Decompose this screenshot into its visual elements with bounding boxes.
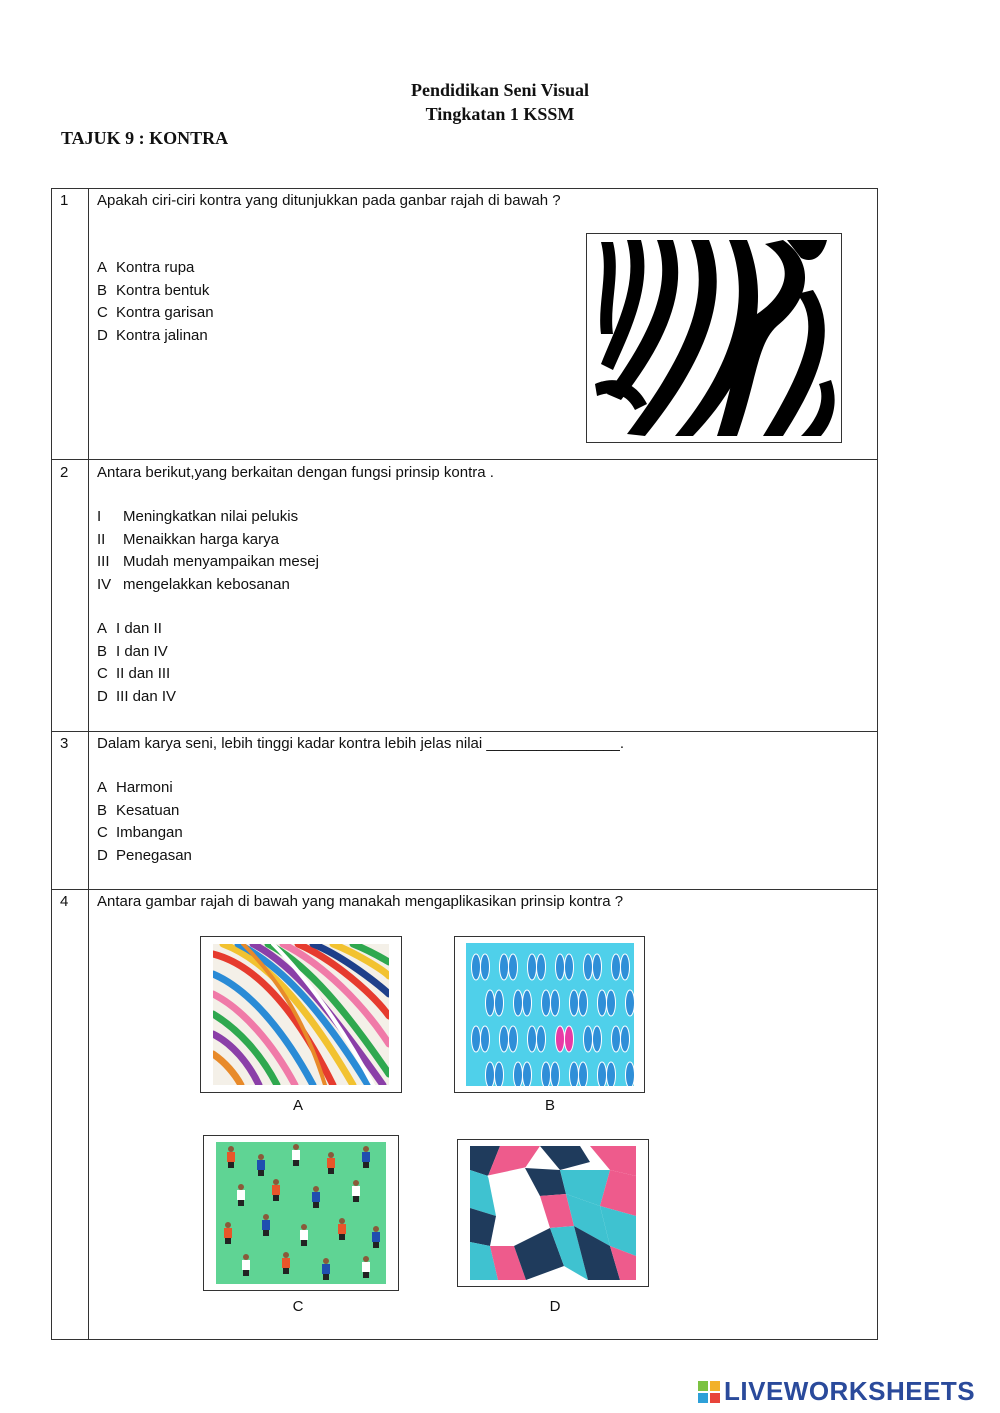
option-c[interactable]: C Kontra garisan xyxy=(97,304,214,321)
player-legs-shape xyxy=(283,1268,289,1274)
player-head-shape xyxy=(243,1254,249,1260)
flip-flop-shape xyxy=(607,1062,616,1086)
flip-flop-shape xyxy=(509,1026,518,1052)
statement-item: IV mengelakkan kebosanan xyxy=(97,575,290,593)
statement-item: III Mudah menyampaikan mesej xyxy=(97,553,319,570)
player-legs-shape xyxy=(238,1200,244,1206)
flip-flop-shape xyxy=(528,1026,537,1052)
table-column-divider xyxy=(88,188,89,1340)
player-legs-shape xyxy=(328,1168,334,1174)
option-d[interactable]: D Kontra jalinan xyxy=(97,326,208,344)
player-head-shape xyxy=(263,1214,269,1220)
footer-brand: LIVEWORKSHEETS xyxy=(724,1376,976,1406)
option-d[interactable]: D III dan IV xyxy=(97,687,177,705)
question-text: Apakah ciri-ciri kontra yang ditunjukkan pada ganbar rajah di bawah ? xyxy=(97,192,561,209)
image-option-d[interactable] xyxy=(457,1139,649,1287)
flip-flop-shape xyxy=(500,954,509,980)
flip-flop-shape xyxy=(537,954,546,980)
flip-flop-shape xyxy=(607,990,616,1016)
player-head-shape xyxy=(225,1222,231,1228)
option-a[interactable]: A I dan II xyxy=(97,620,162,637)
option-a[interactable]: A Harmoni xyxy=(97,779,173,796)
flip-flop-shape xyxy=(626,1062,635,1086)
answer-options xyxy=(97,257,214,347)
geometric-shapes-pattern xyxy=(470,1146,636,1280)
table-row-divider xyxy=(51,731,878,732)
table-row-divider xyxy=(51,889,878,890)
player-legs-shape xyxy=(363,1272,369,1278)
player-head-shape xyxy=(258,1154,264,1160)
flip-flop-shape xyxy=(495,990,504,1016)
image-option-a[interactable] xyxy=(200,936,402,1093)
zebra-stripes-image xyxy=(586,233,842,443)
flip-flop-shape xyxy=(584,1026,593,1052)
player-head-shape xyxy=(228,1146,234,1152)
flip-flop-shape xyxy=(612,1026,621,1052)
flip-flop-shape xyxy=(598,1062,607,1086)
player-legs-shape xyxy=(258,1170,264,1176)
flip-flop-shape xyxy=(523,1062,532,1086)
flip-flop-shape xyxy=(500,1026,509,1052)
player-head-shape xyxy=(353,1180,359,1186)
player-head-shape xyxy=(339,1218,345,1224)
flip-flop-shape xyxy=(537,1026,546,1052)
flip-flop-shape xyxy=(593,1026,602,1052)
option-b[interactable]: B Kesatuan xyxy=(97,801,180,819)
option-c[interactable]: C II dan III xyxy=(97,665,171,682)
player-shape xyxy=(257,1160,265,1170)
table-row-divider xyxy=(51,459,878,460)
player-shape xyxy=(300,1230,308,1240)
flip-flop-shape xyxy=(598,990,607,1016)
flip-flop-shape xyxy=(556,1026,565,1052)
player-shape xyxy=(282,1258,290,1268)
flip-flop-shape xyxy=(556,954,565,980)
question-number: 2 xyxy=(60,464,69,481)
player-legs-shape xyxy=(273,1195,279,1201)
player-shape xyxy=(272,1185,280,1195)
flip-flop-pattern xyxy=(466,943,634,1086)
football-players-pattern xyxy=(216,1142,386,1284)
player-shape xyxy=(224,1228,232,1238)
flip-flop-shape xyxy=(565,954,574,980)
player-head-shape xyxy=(373,1226,379,1232)
flip-flop-shape xyxy=(551,1062,560,1086)
player-head-shape xyxy=(238,1184,244,1190)
flip-flop-shape xyxy=(621,954,630,980)
question-text: Antara gambar rajah di bawah yang manakah mengaplikasikan prinsip kontra ? xyxy=(97,893,624,910)
player-legs-shape xyxy=(263,1230,269,1236)
answer-options xyxy=(97,618,176,708)
player-legs-shape xyxy=(313,1202,319,1208)
answer-options xyxy=(97,777,192,867)
image-caption-d: D xyxy=(549,1298,561,1315)
question-text: Dalam karya seni, lebih tinggi kadar kontra lebih jelas nilai ________________. xyxy=(97,735,625,752)
player-legs-shape xyxy=(243,1270,249,1276)
option-b[interactable]: B I dan IV xyxy=(97,642,168,660)
flip-flop-shape xyxy=(528,954,537,980)
player-head-shape xyxy=(301,1224,307,1230)
flip-flop-shape xyxy=(626,990,635,1016)
player-legs-shape xyxy=(363,1162,369,1168)
flip-flop-shape xyxy=(551,990,560,1016)
player-shape xyxy=(372,1232,380,1242)
player-head-shape xyxy=(273,1179,279,1185)
option-c[interactable]: C Imbangan xyxy=(97,824,183,841)
question-number: 4 xyxy=(60,893,69,910)
liveworksheets-logo-icon xyxy=(698,1381,720,1403)
player-shape xyxy=(327,1158,335,1168)
player-shape xyxy=(242,1260,250,1270)
player-legs-shape xyxy=(323,1274,329,1280)
option-d[interactable]: D Penegasan xyxy=(97,846,192,864)
player-legs-shape xyxy=(293,1160,299,1166)
image-option-b[interactable] xyxy=(454,936,645,1093)
flip-flop-shape xyxy=(579,990,588,1016)
flip-flop-shape xyxy=(570,1062,579,1086)
player-shape xyxy=(352,1186,360,1196)
image-caption-b: B xyxy=(544,1097,555,1114)
question-text: Antara berikut,yang berkaitan dengan fungsi prinsip kontra . xyxy=(97,464,494,481)
question-number: 3 xyxy=(60,735,69,752)
flip-flop-shape xyxy=(495,1062,504,1086)
option-b[interactable]: B Kontra bentuk xyxy=(97,281,210,299)
player-shape xyxy=(312,1192,320,1202)
player-head-shape xyxy=(323,1258,329,1264)
player-shape xyxy=(322,1264,330,1274)
player-head-shape xyxy=(283,1252,289,1258)
topic-heading: TAJUK 9 : KONTRA xyxy=(61,128,229,148)
player-head-shape xyxy=(328,1152,334,1158)
flip-flop-shape xyxy=(481,1026,490,1052)
flip-flop-shape xyxy=(472,1026,481,1052)
document-subtitle: Tingkatan 1 KSSM xyxy=(425,104,575,124)
player-legs-shape xyxy=(228,1162,234,1168)
player-shape xyxy=(338,1224,346,1234)
player-legs-shape xyxy=(225,1238,231,1244)
flip-flop-shape xyxy=(570,990,579,1016)
statement-item: I Meningkatkan nilai pelukis xyxy=(97,508,299,525)
flip-flop-shape xyxy=(514,990,523,1016)
player-legs-shape xyxy=(301,1240,307,1246)
flip-flop-shape xyxy=(584,954,593,980)
option-a[interactable]: A Kontra rupa xyxy=(97,259,195,276)
player-head-shape xyxy=(313,1186,319,1192)
flip-flop-shape xyxy=(612,954,621,980)
player-legs-shape xyxy=(373,1242,379,1248)
flip-flop-shape xyxy=(542,990,551,1016)
player-shape xyxy=(362,1262,370,1272)
flip-flop-shape xyxy=(593,954,602,980)
player-head-shape xyxy=(363,1256,369,1262)
question-number: 1 xyxy=(60,192,69,209)
player-shape xyxy=(227,1152,235,1162)
flip-flop-shape xyxy=(481,954,490,980)
flip-flop-shape xyxy=(565,1026,574,1052)
player-shape xyxy=(292,1150,300,1160)
player-legs-shape xyxy=(339,1234,345,1240)
image-caption-c: C xyxy=(292,1298,304,1315)
player-shape xyxy=(362,1152,370,1162)
player-head-shape xyxy=(293,1144,299,1150)
flip-flop-shape xyxy=(542,1062,551,1086)
flip-flop-shape xyxy=(472,954,481,980)
flip-flop-shape xyxy=(514,1062,523,1086)
flip-flop-shape xyxy=(486,1062,495,1086)
flip-flop-shape xyxy=(621,1026,630,1052)
image-caption-a: A xyxy=(292,1097,303,1114)
image-option-c[interactable] xyxy=(203,1135,399,1291)
flip-flop-shape xyxy=(579,1062,588,1086)
flip-flop-shape xyxy=(509,954,518,980)
flip-flop-shape xyxy=(486,990,495,1016)
player-shape xyxy=(262,1220,270,1230)
player-head-shape xyxy=(363,1146,369,1152)
flip-flop-shape xyxy=(523,990,532,1016)
document-title: Pendidikan Seni Visual xyxy=(410,80,590,100)
player-shape xyxy=(237,1190,245,1200)
statement-list xyxy=(97,506,319,596)
statement-item: II Menaikkan harga karya xyxy=(97,530,279,548)
player-legs-shape xyxy=(353,1196,359,1202)
